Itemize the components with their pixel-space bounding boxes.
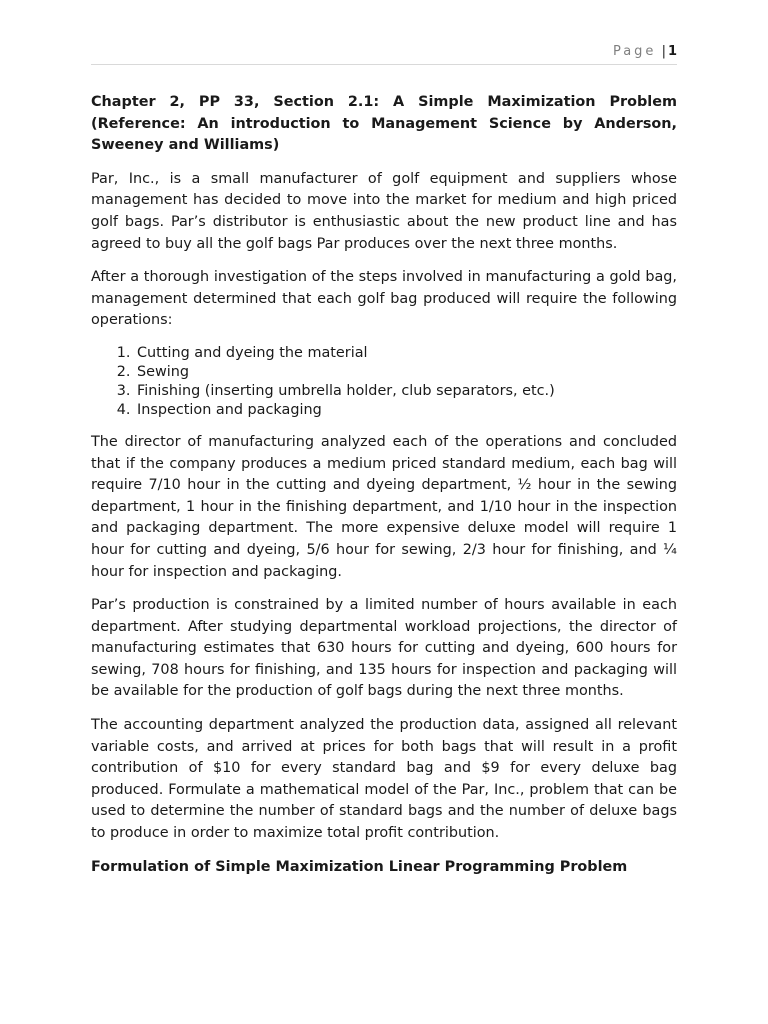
page-word: Page	[612, 44, 657, 59]
section-title: Chapter 2, PP 33, Section 2.1: A Simple Maximization Problem (Reference: An introduction to Management Science by Anderson, Sweeney and Williams)	[91, 94, 677, 154]
paragraph-intro: Par, Inc., is a small manufacturer of golf equipment and suppliers whose management has decided to move into the market for medium and high priced golf bags. Par’s distributor is enthusiastic about the new product line and has agreed to buy all the golf bags Par produces over the next three months.	[91, 170, 677, 252]
page-number: 1	[667, 44, 677, 59]
list-item: 4. Inspection and packaging	[135, 401, 677, 420]
paragraph-constraints: Par’s production is constrained by a limited number of hours available in each department. After studying departmental workload projections, the director of manufacturing estimates that 630 hours for cutting and dyeing, 600 hours for sewing, 708 hours for finishing, and 135 hours for inspection and packaging will be available for the production of golf bags during the next three months.	[91, 597, 677, 700]
list-item: 2. Sewing	[135, 363, 677, 382]
paragraph-hours-required: The director of manufacturing analyzed each of the operations and concluded that if the company produces a medium priced standard medium, each bag will require 7/10 hour in the cutting and dyeing department, ½ hour in the sewing department, 1 hour in the finishing department, and 1/10 hour in the inspection and packaging department. The more expensive deluxe model will require 1 hour for cutting and dyeing, 5/6 hour for sewing, 2/3 hour for finishing, and ¼ hour for inspection and packaging.	[91, 433, 677, 580]
operations-list	[91, 344, 677, 420]
page-header	[91, 44, 677, 65]
list-item: 3. Finishing (inserting umbrella holder, club separators, etc.)	[135, 382, 677, 401]
list-item: 1. Cutting and dyeing the material	[135, 344, 677, 363]
formulation-heading: Formulation of Simple Maximization Linear Programming Problem	[91, 858, 628, 875]
paragraph-profit: The accounting department analyzed the production data, assigned all relevant variable costs, and arrived at prices for both bags that will result in a profit contribution of $10 for every standard bag and $9 for every deluxe bag produced. Formulate a mathematical model of the Par, Inc., problem that can be used to determine the number of standard bags and the number of deluxe bags to produce in order to maximize total profit contribution.	[91, 717, 677, 842]
document-body	[91, 92, 677, 878]
page-separator: |	[661, 44, 666, 59]
paragraph-operations-intro: After a thorough investigation of the steps involved in manufacturing a gold bag, management determined that each golf bag produced will require the following operations:	[91, 269, 677, 329]
page-number-label	[613, 44, 677, 59]
